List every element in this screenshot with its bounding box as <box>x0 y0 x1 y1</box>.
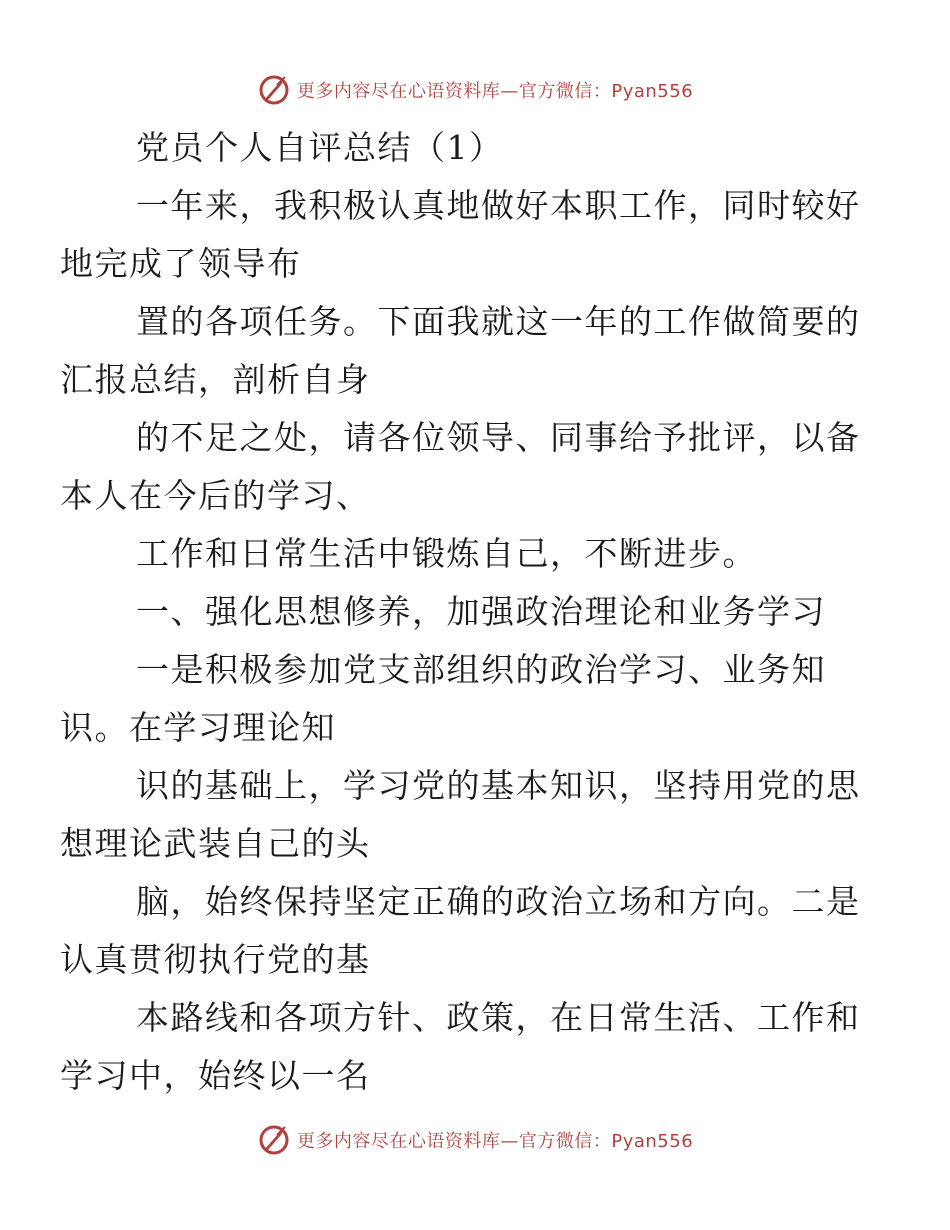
paragraph: 的不足之处，请各位领导、同事给予批评，以备 本人在今后的学习、 <box>60 418 861 515</box>
footer-watermark <box>0 1120 950 1160</box>
document-title: 党员个人自评总结（1） <box>136 128 504 167</box>
quill-pen-logo-icon <box>257 73 291 107</box>
watermark-text: 更多内容尽在心语资料库—官方微信：Pyan556 <box>296 81 694 102</box>
watermark-text: 更多内容尽在心语资料库—官方微信：Pyan556 <box>296 1131 694 1152</box>
paragraph: 一是积极参加党支部组织的政治学习、业务知 识。在学习理论知 <box>60 650 826 747</box>
quill-pen-logo-icon <box>257 1123 291 1157</box>
paragraph: 工作和日常生活中锻炼自己，不断进步。 <box>136 534 757 573</box>
paragraph: 置的各项任务。下面我就这一年的工作做简要的 汇报总结，剖析自身 <box>60 302 861 399</box>
paragraph: 本路线和各项方针、政策，在日常生活、工作和 学习中，始终以一名 <box>60 998 861 1095</box>
section-heading: 一、强化思想修养，加强政治理论和业务学习 <box>136 592 826 631</box>
document-body <box>60 119 861 1105</box>
paragraph: 脑，始终保持坚定正确的政治立场和方向。二是 认真贯彻执行党的基 <box>60 882 861 979</box>
header-watermark <box>0 70 950 110</box>
paragraph: 识的基础上，学习党的基本知识，坚持用党的思 想理论武装自己的头 <box>60 766 861 863</box>
paragraph: 一年来，我积极认真地做好本职工作，同时较好 地完成了领导布 <box>60 186 861 283</box>
